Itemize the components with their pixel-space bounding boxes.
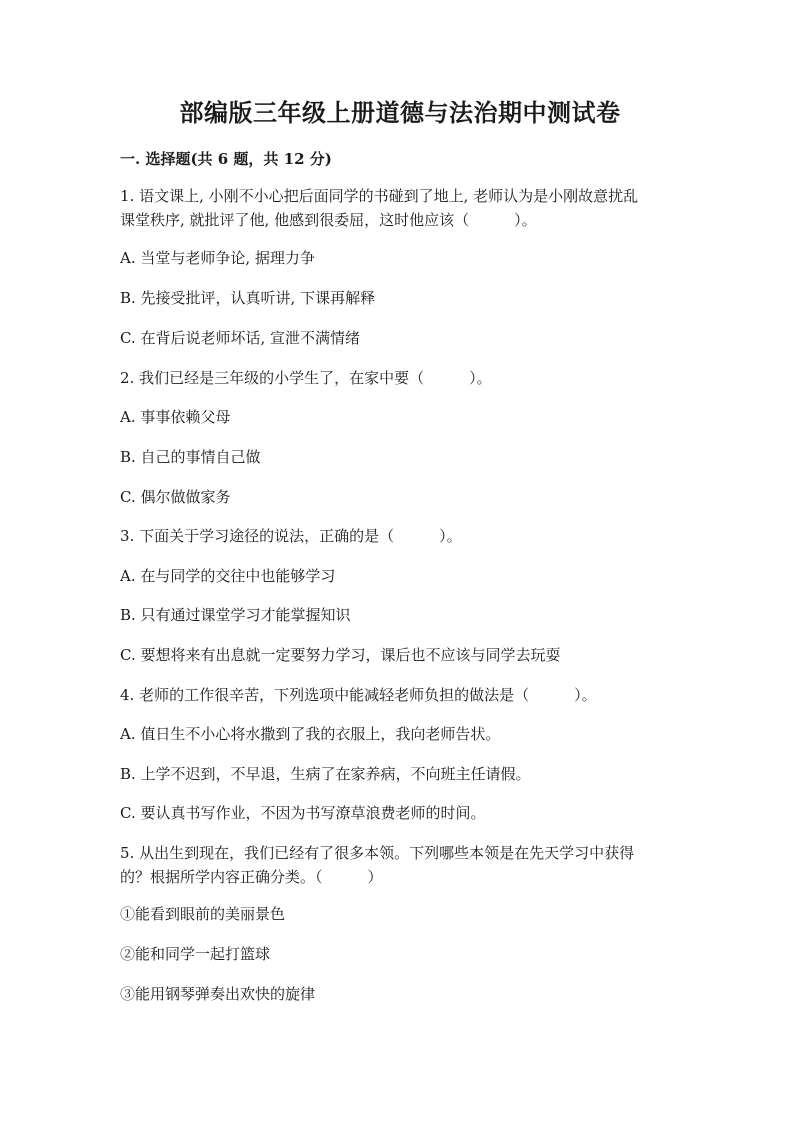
question-5-stem: 5. 从出生到现在，我们已经有了很多本领。下列哪些本领是在先天学习中获得 的？根据所学内容正确分类。（ ） <box>120 844 635 886</box>
question-1-stem: 1. 语文课上, 小刚不小心把后面同学的书碰到了地上, 老师认为是小刚故意扰乱 课堂秩序, 就批评了他, 他感到很委屈，这时他应该（ ）。 <box>120 187 639 229</box>
page-title: 部编版三年级上册道德与法治期中测试卷 <box>179 98 621 127</box>
question-4-option-a: A. 值日生不小心将水撒到了我的衣服上，我向老师告状。 <box>120 725 501 743</box>
question-4-stem: 4. 老师的工作很辛苦，下列选项中能减轻老师负担的做法是（ ）。 <box>120 686 597 704</box>
question-1-option-b: B. 先接受批评，认真听讲, 下课再解释 <box>120 289 376 307</box>
question-5-item-2: ②能和同学一起打篮球 <box>120 945 271 963</box>
question-2-option-b: B. 自己的事情自己做 <box>120 448 261 466</box>
question-1-option-a: A. 当堂与老师争论, 据理力争 <box>120 249 315 267</box>
question-3-stem: 3. 下面关于学习途径的说法，正确的是（ ）。 <box>120 527 462 545</box>
question-5-item-3: ③能用钢琴弹奏出欢快的旋律 <box>120 985 316 1003</box>
question-2-option-c: C. 偶尔做做家务 <box>120 488 231 506</box>
question-2-option-a: A. 事事依赖父母 <box>120 408 231 426</box>
question-5-item-1: ①能看到眼前的美丽景色 <box>120 905 286 923</box>
question-4-option-b: B. 上学不迟到，不早退，生病了在家养病，不向班主任请假。 <box>120 765 531 783</box>
question-3-option-c: C. 要想将来有出息就一定要努力学习，课后也不应该与同学去玩耍 <box>120 646 561 664</box>
question-3-option-b: B. 只有通过课堂学习才能掌握知识 <box>120 606 351 624</box>
section-heading: 一. 选择题(共 6 题，共 12 分) <box>120 150 332 168</box>
question-3-option-a: A. 在与同学的交往中也能够学习 <box>120 567 336 585</box>
question-2-stem: 2. 我们已经是三年级的小学生了，在家中要（ ）。 <box>120 369 492 387</box>
question-1-option-c: C. 在背后说老师坏话, 宣泄不满情绪 <box>120 329 361 347</box>
question-4-option-c: C. 要认真书写作业，不因为书写潦草浪费老师的时间。 <box>120 804 486 822</box>
